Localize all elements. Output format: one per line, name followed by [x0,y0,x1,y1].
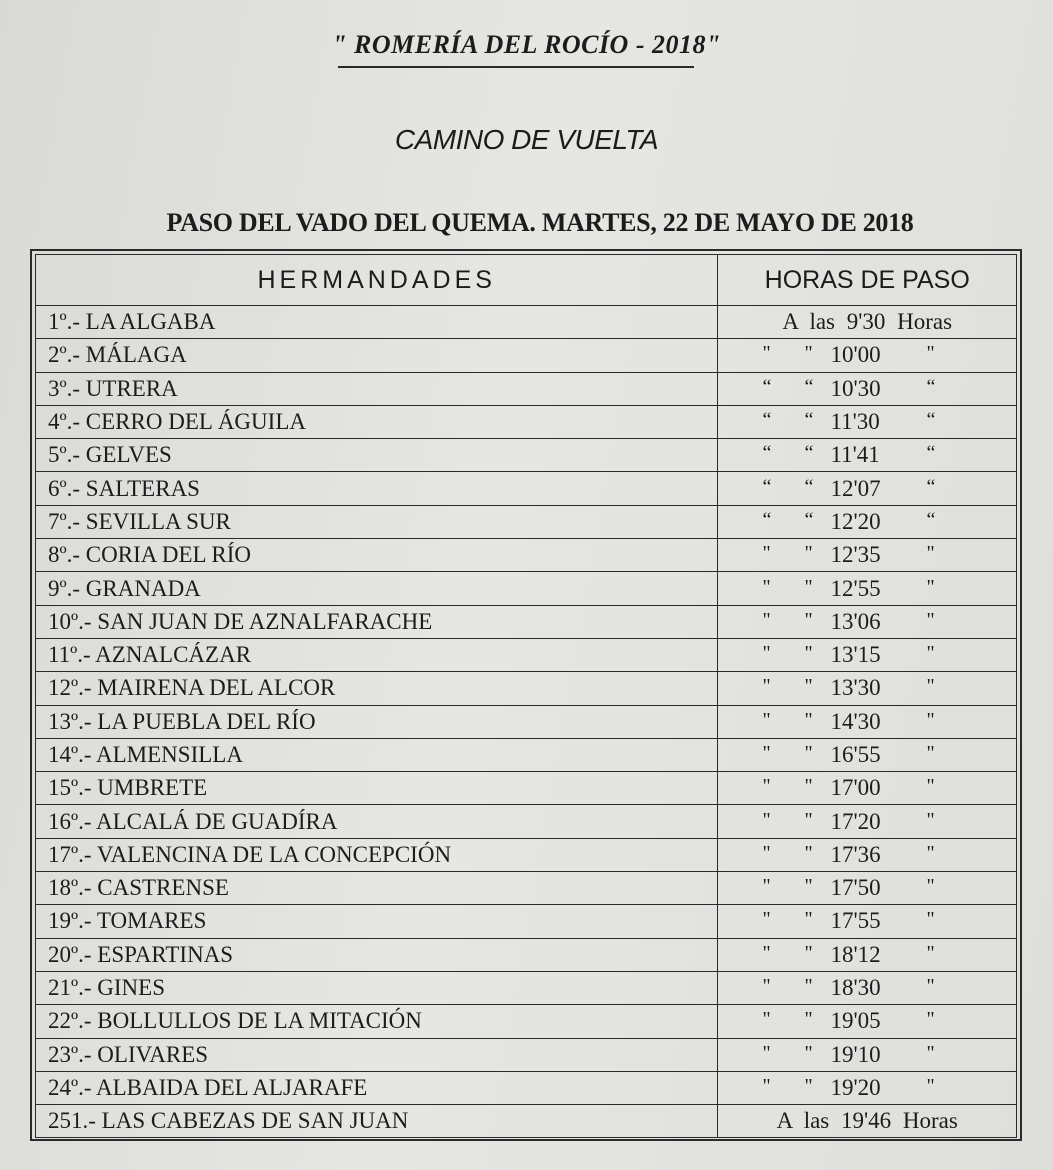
ditto-mark: " [762,675,771,698]
hora-de-paso [718,872,1017,905]
hora-de-paso [718,1005,1017,1038]
ditto-mark: " [926,841,935,864]
ditto-mark: “ [926,375,936,398]
hora-value: 13'06 [830,608,881,634]
hora-de-paso [718,1105,1017,1138]
ditto-mark: " [804,841,813,864]
hora-value: 17'00 [830,775,881,801]
table-row [36,472,1017,505]
ditto-mark: " [804,642,813,665]
hora-cell [718,339,1016,371]
hermandad-name: 23º.- OLIVARES [36,1038,718,1071]
table-row [36,705,1017,738]
ditto-mark: " [804,575,813,598]
table-row [36,372,1017,405]
ditto-mark: " [762,775,771,798]
hermandad-name: 7º.- SEVILLA SUR [36,505,718,538]
schedule-heading: PASO DEL VADO DEL QUEMA. MARTES, 22 DE MAYO DE 2018 [166,208,914,237]
ditto-mark: " [762,1008,771,1031]
hora-cell [718,806,1016,838]
ditto-mark: " [804,742,813,764]
hermandad-name: 22º.- BOLLULLOS DE LA MITACIÓN [36,1005,718,1038]
ditto-mark: " [804,708,813,731]
hora-de-paso [718,306,1017,339]
hermandad-name: 17º.- VALENCINA DE LA CONCEPCIÓN [36,838,718,871]
hora-de-paso [718,372,1017,405]
table-row [36,1071,1017,1104]
ditto-mark: “ [926,475,936,498]
hora-cell [718,1005,1016,1037]
schedule-table-frame [30,249,1022,1141]
hermandad-name: 18º.- CASTRENSE [36,872,718,905]
table-row [36,339,1017,372]
ditto-mark: " [762,742,771,764]
ditto-mark: " [762,608,771,631]
hora-value: 13'30 [830,675,881,701]
hora-value: 18'30 [830,975,881,1001]
hora-cell [718,406,1016,438]
ditto-mark: " [926,542,935,565]
hora-value: 12'20 [830,508,881,534]
ditto-mark: " [926,742,935,764]
hora-de-paso [718,505,1017,538]
hora-value: 19'05 [830,1008,881,1034]
table-row [36,439,1017,472]
hora-cell [718,606,1016,638]
ditto-mark: " [926,675,935,698]
ditto-mark: “ [804,475,814,498]
hora-cell [718,672,1016,704]
schedule-table [35,254,1017,1138]
hora-value: 18'12 [830,941,881,967]
ditto-mark: " [762,575,771,598]
hora-cell [718,573,1016,605]
hora-full-text: A las 19'46 Horas [776,1108,958,1134]
ditto-mark: " [926,575,935,598]
hermandad-name: 24º.- ALBAIDA DEL ALJARAFE [36,1071,718,1104]
hora-cell [718,905,1016,937]
ditto-mark: " [926,608,935,631]
hora-value: 12'35 [830,542,881,568]
hermandad-name: 16º.- ALCALÁ DE GUADÍRA [36,805,718,838]
table-row [36,1005,1017,1038]
table-row [36,672,1017,705]
hora-value: 19'10 [830,1041,881,1067]
ditto-mark: " [762,642,771,665]
ditto-mark: “ [804,375,814,398]
ditto-mark: " [804,542,813,565]
ditto-mark: " [762,708,771,731]
hermandad-name: 1º.- LA ALGABA [36,306,718,339]
hora-full-text: A las 9'30 Horas [782,309,953,335]
ditto-mark: " [804,875,813,898]
ditto-mark: " [762,1041,771,1064]
table-row [36,572,1017,605]
table-row [36,638,1017,671]
hora-de-paso [718,439,1017,472]
hora-cell [718,739,1016,771]
hermandad-name: 3º.- UTRERA [36,372,718,405]
hora-cell [718,1072,1016,1104]
column-header-hermandades: HERMANDADES [36,255,718,306]
hora-de-paso [718,971,1017,1004]
hora-de-paso [718,938,1017,971]
ditto-mark: " [926,808,935,831]
ditto-mark: " [762,841,771,864]
hora-de-paso [718,705,1017,738]
ditto-mark: " [804,941,813,964]
ditto-mark: " [926,875,935,898]
table-body [36,306,1017,1138]
document-title: " ROMERÍA DEL ROCÍO - 2018" [332,30,721,59]
hora-value: 19'20 [830,1074,881,1100]
ditto-mark: " [762,975,771,998]
ditto-mark: " [804,342,813,365]
ditto-mark: " [926,708,935,731]
hora-value: 10'30 [830,375,881,401]
hora-value: 12'07 [830,475,881,501]
hora-value: 17'20 [830,808,881,834]
hora-de-paso [718,339,1017,372]
hora-de-paso [718,405,1017,438]
ditto-mark: " [926,775,935,798]
hermandad-name: 12º.- MAIRENA DEL ALCOR [36,672,718,705]
hora-cell [718,772,1016,804]
ditto-mark: " [926,908,935,931]
hermandad-name: 251.- LAS CABEZAS DE SAN JUAN [36,1105,718,1138]
ditto-mark: " [762,342,771,365]
column-header-horas: HORAS DE PASO [718,255,1017,306]
hora-value: 16'55 [830,742,881,767]
hora-de-paso [718,905,1017,938]
hermandad-name: 10º.- SAN JUAN DE AZNALFARACHE [36,605,718,638]
table-row [36,938,1017,971]
table-row [36,872,1017,905]
ditto-mark: " [926,975,935,998]
ditto-mark: “ [926,442,936,465]
hora-cell [718,473,1016,505]
hora-de-paso [718,605,1017,638]
table-row [36,306,1017,339]
ditto-mark: “ [762,475,772,498]
hora-de-paso [718,539,1017,572]
ditto-mark: “ [804,442,814,465]
hora-cell [718,506,1016,538]
hora-de-paso [718,1038,1017,1071]
hora-cell [718,839,1016,871]
hora-de-paso [718,472,1017,505]
ditto-mark: " [804,608,813,631]
hora-value: 17'36 [830,841,881,867]
ditto-mark: “ [762,508,772,531]
table-header-row [36,255,1017,306]
ditto-mark: " [762,941,771,964]
hora-value: 12'55 [830,575,881,601]
ditto-mark: " [804,1008,813,1031]
ditto-mark: “ [762,375,772,398]
hora-de-paso [718,838,1017,871]
table-row [36,971,1017,1004]
table-row [36,905,1017,938]
document-subtitle: CAMINO DE VUELTA [394,124,659,155]
table-row [36,405,1017,438]
hermandad-name: 19º.- TOMARES [36,905,718,938]
ditto-mark: “ [926,508,936,531]
hora-value: 17'50 [830,875,881,901]
table-row [36,738,1017,771]
hermandad-name: 14º.- ALMENSILLA [36,738,718,771]
ditto-mark: " [762,808,771,831]
hermandad-name: 13º.- LA PUEBLA DEL RÍO [36,705,718,738]
ditto-mark: " [926,1074,935,1097]
ditto-mark: " [926,642,935,665]
ditto-mark: " [804,1041,813,1064]
hermandad-name: 9º.- GRANADA [36,572,718,605]
hora-de-paso [718,672,1017,705]
hora-de-paso [718,1071,1017,1104]
ditto-mark: " [926,1041,935,1064]
ditto-mark: " [926,1008,935,1031]
hora-cell [718,439,1016,471]
ditto-mark: " [762,542,771,565]
hora-value: 13'15 [830,642,881,668]
hermandad-name: 15º.- UMBRETE [36,772,718,805]
ditto-mark: " [804,675,813,698]
hora-value: 17'55 [830,908,881,934]
table-row [36,505,1017,538]
hermandad-name: 21º.- GINES [36,971,718,1004]
hermandad-name: 5º.- GELVES [36,439,718,472]
ditto-mark: " [804,808,813,831]
hora-cell [718,939,1016,971]
table-row [36,772,1017,805]
hora-cell [718,706,1016,738]
ditto-mark: “ [804,409,814,432]
table-row [36,838,1017,871]
hora-cell [718,373,1016,405]
hora-cell [718,872,1016,904]
table-row [36,805,1017,838]
hora-cell [718,639,1016,671]
hora-de-paso [718,738,1017,771]
ditto-mark: “ [762,442,772,465]
hermandad-name: 8º.- CORIA DEL RÍO [36,539,718,572]
ditto-mark: " [762,875,771,898]
ditto-mark: " [926,342,935,365]
title-underline [338,66,694,68]
hora-value: 11'30 [830,409,880,435]
hora-de-paso [718,572,1017,605]
ditto-mark: " [762,908,771,931]
hermandad-name: 6º.- SALTERAS [36,472,718,505]
hora-value: 11'41 [830,442,880,468]
ditto-mark: " [804,775,813,798]
table-row [36,539,1017,572]
ditto-mark: " [762,1074,771,1097]
hora-value: 10'00 [830,342,881,368]
hora-cell [718,972,1016,1004]
hora-de-paso [718,772,1017,805]
ditto-mark: “ [762,409,772,432]
ditto-mark: “ [926,409,936,432]
hora-value: 14'30 [830,708,881,734]
hora-cell [718,539,1016,571]
ditto-mark: " [804,975,813,998]
hermandad-name: 20º.- ESPARTINAS [36,938,718,971]
hora-de-paso [718,805,1017,838]
ditto-mark: " [926,941,935,964]
hora-de-paso [718,638,1017,671]
hora-cell [718,1039,1016,1071]
table-row [36,1105,1017,1138]
ditto-mark: " [804,908,813,931]
hermandad-name: 2º.- MÁLAGA [36,339,718,372]
table-row [36,1038,1017,1071]
hermandad-name: 11º.- AZNALCÁZAR [36,638,718,671]
table-row [36,605,1017,638]
ditto-mark: “ [804,508,814,531]
ditto-mark: " [804,1074,813,1097]
hermandad-name: 4º.- CERRO DEL ÁGUILA [36,405,718,438]
